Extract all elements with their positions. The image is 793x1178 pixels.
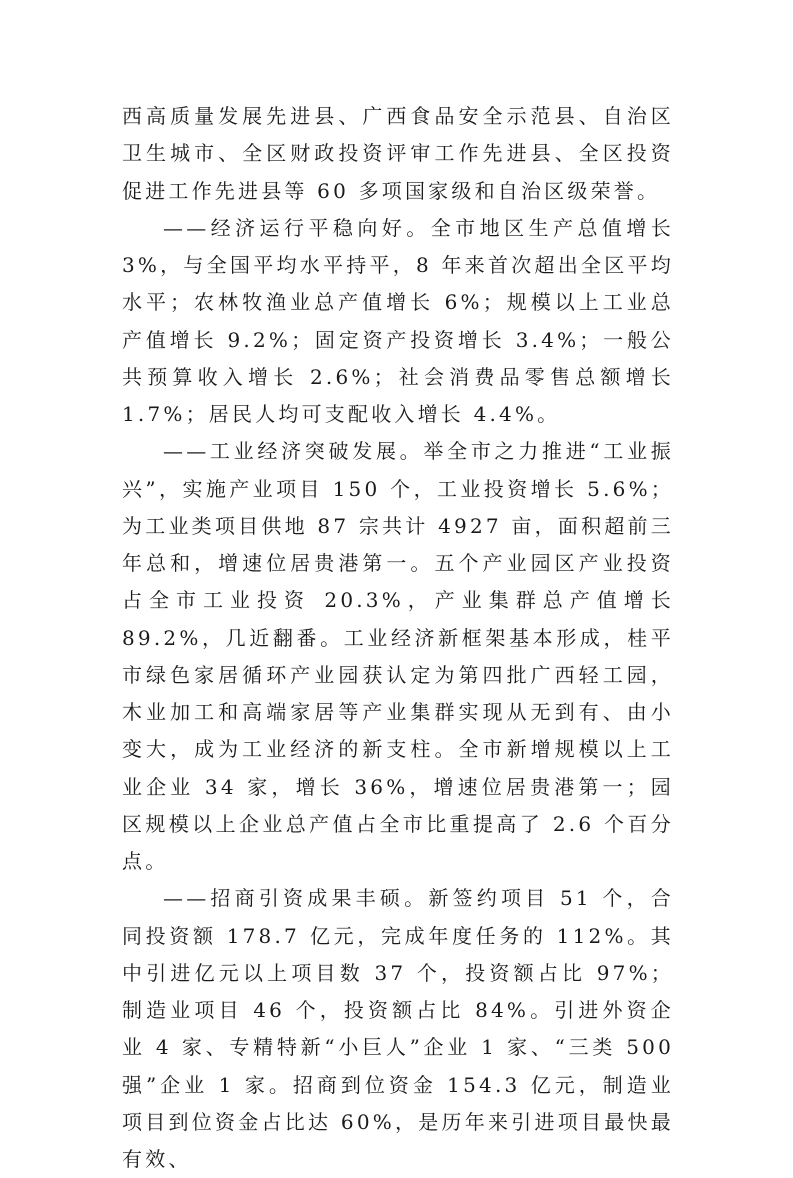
paragraph-industrial-economy: ——工业经济突破发展。举全市之力推进“工业振兴”，实施产业项目 150 个，工业投资增长 5.6%；为工业类项目供地 87 宗共计 4927 亩，面积超前三年总和，增速位居贵港第一。五个产业园区产业投资占全市工业投资 20.3%，产业集群总产值增长 89.2%，几近翻番。工业经济新框架基本形成，桂平市绿色家居循环产业园获认定为第四批广西轻工园，木业加工和高端家居等产业集群实现从无到有、由小变大，成为工业经济的新支柱。全市新增规模以上工业企业 34 家，增长 36%，增速位居贵港第一；园区规模以上企业总产值占全市比重提高了 2.6 个百分点。 — [122, 439, 674, 873]
document-page — [122, 98, 674, 1178]
paragraph-economic-operation: ——经济运行平稳向好。全市地区生产总值增长 3%，与全国平均水平持平，8 年来首次超出全区平均水平；农林牧渔业总产值增长 6%；规模以上工业总产值增长 9.2%；固定资产投资增长 3.4%；一般公共预算收入增长 2.6%；社会消费品零售总额增长 1.7%；居民人均可支配收入增长 4.4%。 — [122, 215, 674, 426]
paragraph-investment-attraction: ——招商引资成果丰硕。新签约项目 51 个，合同投资额 178.7 亿元，完成年度任务的 112%。其中引进亿元以上项目数 37 个，投资额占比 97%；制造业项目 46 个，投资额占比 84%。引进外资企业 4 家、专精特新“小巨人”企业 1 家、“三类 500 强”企业 1 家。招商到位资金 154.3 亿元，制造业项目到位资金占比达 60%，是历年来引进项目最快最有效、 — [122, 886, 674, 1171]
paragraph-honors-continuation: 西高质量发展先进县、广西食品安全示范县、自治区卫生城市、全区财政投资评审工作先进县、全区投资促进工作先进县等 60 多项国家级和自治区级荣誉。 — [122, 104, 674, 203]
